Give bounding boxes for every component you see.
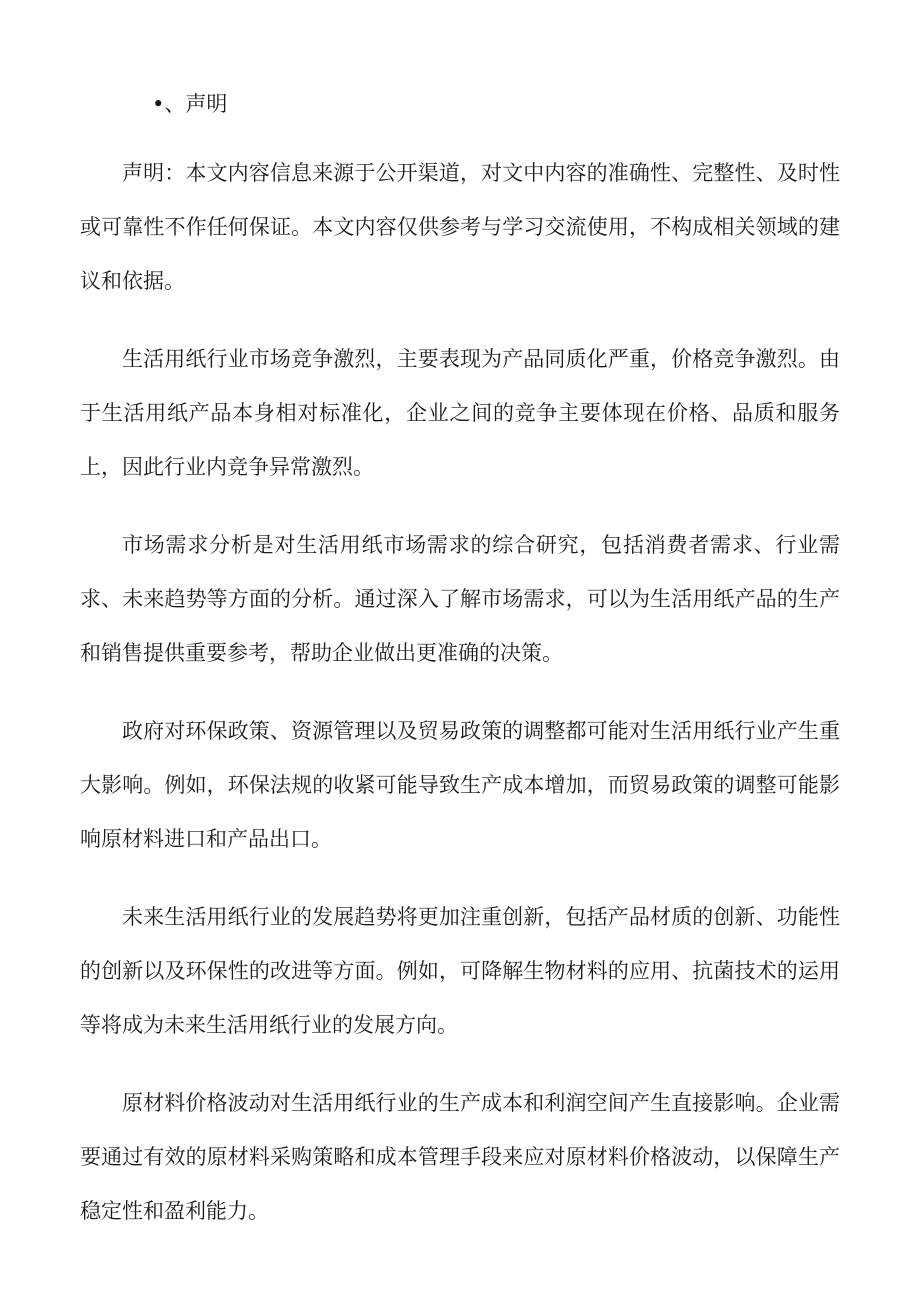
paragraph-disclaimer: 声明：本文内容信息来源于公开渠道，对文中内容的准确性、完整性、及时性或可靠性不作任何保证。本文内容仅供参考与学习交流使用，不构成相关领域的建议和依据。 bbox=[80, 161, 840, 293]
paragraph-policy: 政府对环保政策、资源管理以及贸易政策的调整都可能对生活用纸行业产生重大影响。例如，环保法规的收紧可能导致生产成本增加，而贸易政策的调整可能影响原材料进口和产品出口。 bbox=[80, 719, 840, 851]
paragraph-innovation: 未来生活用纸行业的发展趋势将更加注重创新，包括产品材质的创新、功能性的创新以及环保性的改进等方面。例如，可降解生物材料的应用、抗菌技术的运用等将成为未来生活用纸行业的发展方向。 bbox=[80, 905, 840, 1037]
paragraph-raw-materials: 原材料价格波动对生活用纸行业的生产成本和利润空间产生直接影响。企业需要通过有效的原材料采购策略和成本管理手段来应对原材料价格波动，以保障生产稳定性和盈利能力。 bbox=[80, 1091, 840, 1223]
document-body bbox=[80, 146, 840, 1262]
paragraph-demand-analysis: 市场需求分析是对生活用纸市场需求的综合研究，包括消费者需求、行业需求、未来趋势等方面的分析。通过深入了解市场需求，可以为生活用纸产品的生产和销售提供重要参考，帮助企业做出更准确的决策。 bbox=[80, 533, 840, 665]
section-heading: •、声明 bbox=[152, 92, 228, 116]
paragraph-competition: 生活用纸行业市场竞争激烈，主要表现为产品同质化严重，价格竞争激烈。由于生活用纸产品本身相对标准化，企业之间的竞争主要体现在价格、品质和服务上，因此行业内竞争异常激烈。 bbox=[80, 347, 840, 479]
